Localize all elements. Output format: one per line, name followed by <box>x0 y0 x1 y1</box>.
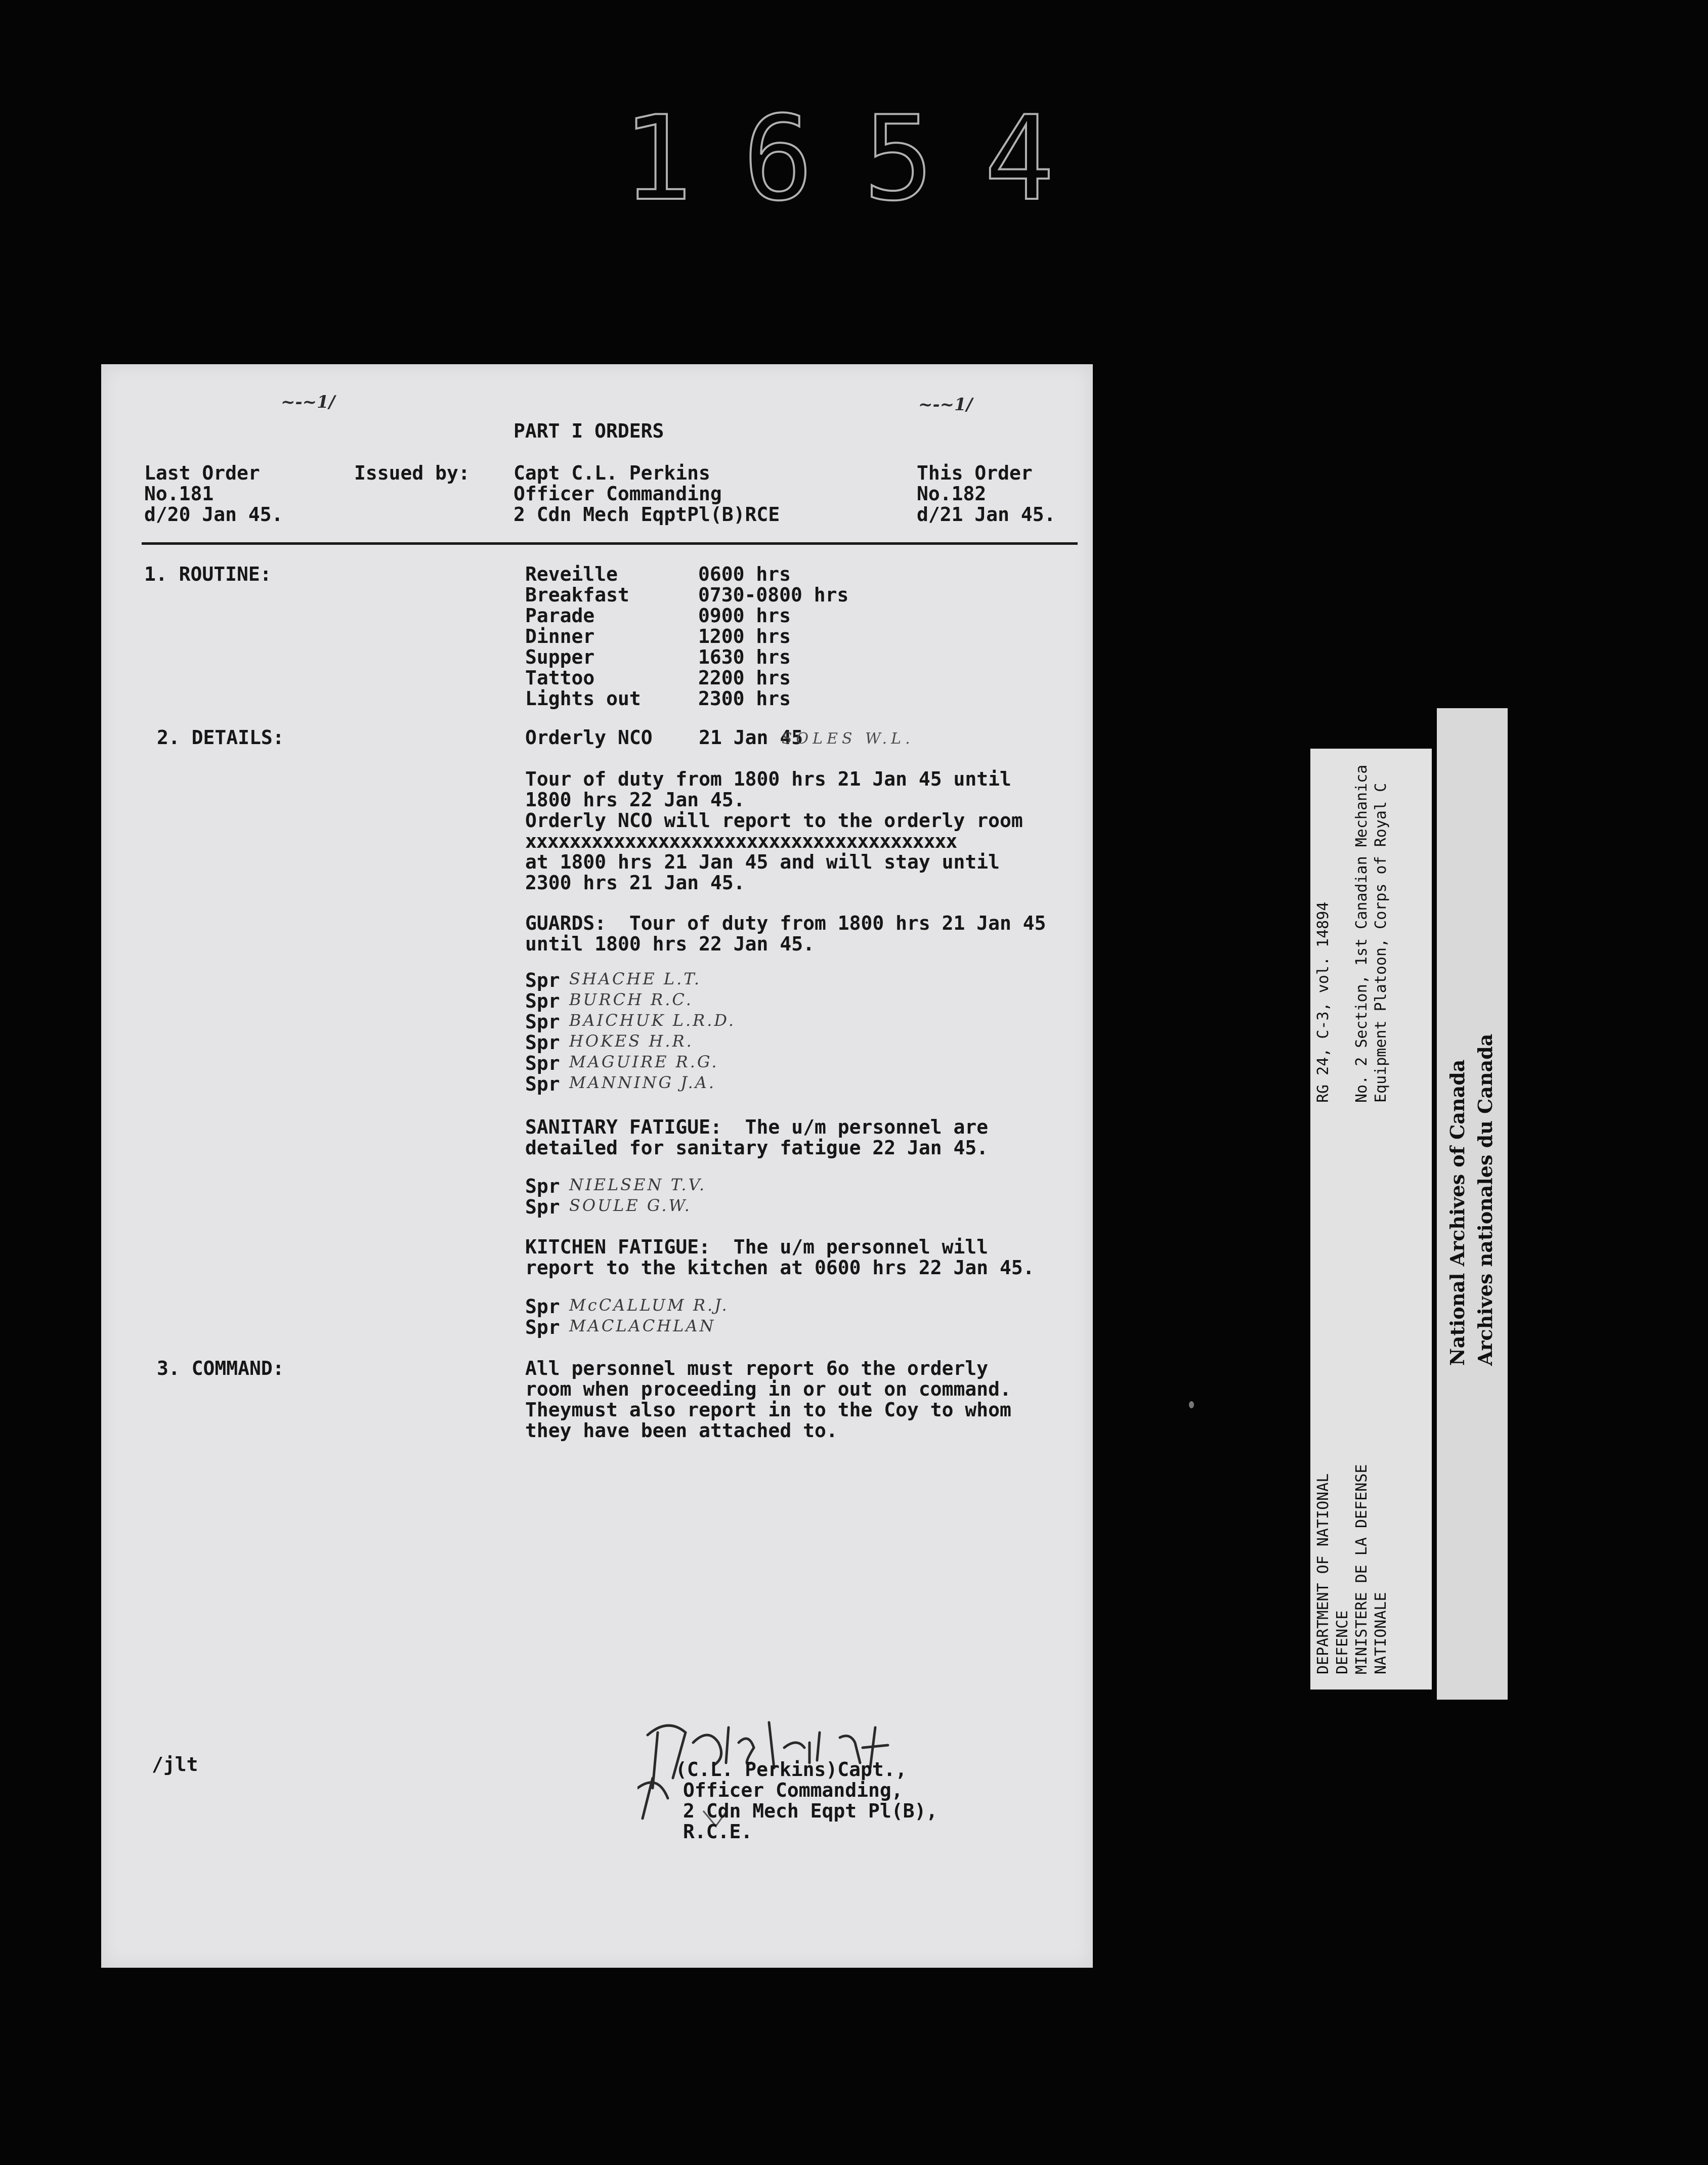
routine-heading: 1. ROUTINE: <box>144 563 272 585</box>
film-speck <box>1189 1401 1194 1408</box>
routine-time: 0900 hrs <box>698 604 791 627</box>
this-order-label: This Order <box>917 462 1033 484</box>
stay-line: at 1800 hrs 21 Jan 45 and will stay until <box>525 851 1000 873</box>
national-archives-label <box>1437 708 1508 1700</box>
department-line: DEFENCE <box>1334 1610 1351 1674</box>
routine-item: Tattoo <box>525 667 595 689</box>
guard-rank: Spr <box>525 1073 560 1095</box>
command-line: Theymust also report in to the Coy to whom <box>525 1399 1011 1421</box>
archive-reference-label <box>1310 749 1432 1690</box>
kitchen-line: report to the kitchen at 0600 hrs 22 Jan 45. <box>525 1257 1035 1279</box>
tour-line: Tour of duty from 1800 hrs 21 Jan 45 until <box>525 768 1011 790</box>
tour-line: 1800 hrs 22 Jan 45. <box>525 789 745 811</box>
department-line: DEPARTMENT OF NATIONAL <box>1314 1473 1332 1674</box>
guard-name: BAICHUK L.R.D. <box>569 1011 736 1030</box>
guard-name: MAGUIRE R.G. <box>569 1052 719 1071</box>
department-line: MINISTERE DE LA DEFENSE <box>1353 1464 1371 1674</box>
microfilm-frame-number: 1654 <box>622 92 1105 227</box>
guard-name: SHACHE L.T. <box>569 969 702 988</box>
issuer-unit: 2 Cdn Mech EqptPl(B)RCE <box>514 503 780 526</box>
guard-rank: Spr <box>525 990 560 1012</box>
archives-name-english: National Archives of Canada <box>1446 1059 1469 1366</box>
guard-rank: Spr <box>525 1011 560 1033</box>
kitchen-rank: Spr <box>525 1316 560 1338</box>
routine-time: 2200 hrs <box>698 667 791 689</box>
routine-item: Supper <box>525 646 595 668</box>
guard-name: HOKES H.R. <box>569 1031 694 1051</box>
guard-rank: Spr <box>525 1031 560 1054</box>
guard-rank: Spr <box>525 969 560 991</box>
command-heading: 3. COMMAND: <box>157 1357 284 1379</box>
last-order-number: No.181 <box>144 483 214 505</box>
routine-item: Parade <box>525 604 595 627</box>
signature-unit: 2 Cdn Mech Eqpt Pl(B), <box>683 1800 938 1822</box>
guards-line: GUARDS: Tour of duty from 1800 hrs 21 Jan 45 <box>525 912 1046 934</box>
kitchen-name: MACLACHLAN <box>569 1316 716 1335</box>
routine-time: 1200 hrs <box>698 625 791 647</box>
routine-time: 0600 hrs <box>698 563 791 585</box>
issuer-role: Officer Commanding <box>514 483 722 505</box>
this-order-number: No.182 <box>917 483 987 505</box>
orderly-nco-handwritten-name: SOLES W.L. <box>782 730 914 748</box>
sanitary-rank: Spr <box>525 1175 560 1197</box>
last-order-label: Last Order <box>144 462 260 484</box>
routine-item: Reveille <box>525 563 618 585</box>
guard-rank: Spr <box>525 1052 560 1074</box>
kitchen-name: McCALLUM R.J. <box>569 1295 729 1315</box>
signature-name: (C.L. Perkins)Capt., <box>675 1758 907 1781</box>
stay-line: 2300 hrs 21 Jan 45. <box>525 872 745 894</box>
signature-role: Officer Commanding, <box>683 1779 903 1801</box>
guard-name: BURCH R.C. <box>569 990 693 1009</box>
routine-item: Lights out <box>525 687 641 710</box>
issued-by-label: Issued by: <box>354 462 470 484</box>
unit-description-line: Equipment Platoon, Corps of Royal C <box>1372 783 1390 1103</box>
department-line: NATIONALE <box>1372 1592 1390 1674</box>
this-order-date: d/21 Jan 45. <box>917 503 1056 526</box>
document-page <box>101 364 1093 1968</box>
guards-line: until 1800 hrs 22 Jan 45. <box>525 933 815 955</box>
routine-item: Breakfast <box>525 584 629 606</box>
sanitary-name: NIELSEN T.V. <box>569 1175 707 1194</box>
details-heading: 2. DETAILS: <box>157 726 284 749</box>
kitchen-line: KITCHEN FATIGUE: The u/m personnel will <box>525 1236 989 1258</box>
struck-out-line: xxxxxxxxxxxxxxxxxxxxxxxxxxxxxxxxxxxxxxx <box>525 830 957 852</box>
typist-initials: /jlt <box>152 1753 198 1776</box>
command-line: they have been attached to. <box>525 1419 838 1442</box>
kitchen-rank: Spr <box>525 1295 560 1318</box>
unit-description-line: No. 2 Section, 1st Canadian Mechanica <box>1353 764 1371 1103</box>
last-order-date: d/20 Jan 45. <box>144 503 283 526</box>
issuer-name: Capt C.L. Perkins <box>514 462 710 484</box>
signature-corps: R.C.E. <box>683 1821 753 1843</box>
record-group-reference: RG 24, C-3, vol. 14894 <box>1314 901 1332 1103</box>
routine-item: Dinner <box>525 625 595 647</box>
tour-line: Orderly NCO will report to the orderly room <box>525 809 1023 832</box>
sanitary-rank: Spr <box>525 1196 560 1218</box>
command-line: All personnel must report 6o the orderly <box>525 1357 989 1379</box>
guard-name: MANNING J.A. <box>569 1073 716 1092</box>
sanitary-line: SANITARY FATIGUE: The u/m personnel are <box>525 1116 989 1138</box>
routine-time: 2300 hrs <box>698 687 791 710</box>
archives-name-french: Archives nationales du Canada <box>1474 1033 1497 1366</box>
sanitary-line: detailed for sanitary fatigue 22 Jan 45. <box>525 1137 989 1159</box>
document-title: PART I ORDERS <box>514 420 664 442</box>
top-right-handwritten-mark: ~-~1/ <box>918 395 973 415</box>
command-line: room when proceeding in or out on command. <box>525 1378 1011 1400</box>
header-divider <box>142 542 1078 545</box>
routine-time: 1630 hrs <box>698 646 791 668</box>
orderly-nco-line: Orderly NCO 21 Jan 45 <box>525 726 803 749</box>
routine-time: 0730-0800 hrs <box>698 584 849 606</box>
sanitary-name: SOULE G.W. <box>569 1196 692 1215</box>
top-left-handwritten-mark: ~-~1/ <box>281 392 335 412</box>
